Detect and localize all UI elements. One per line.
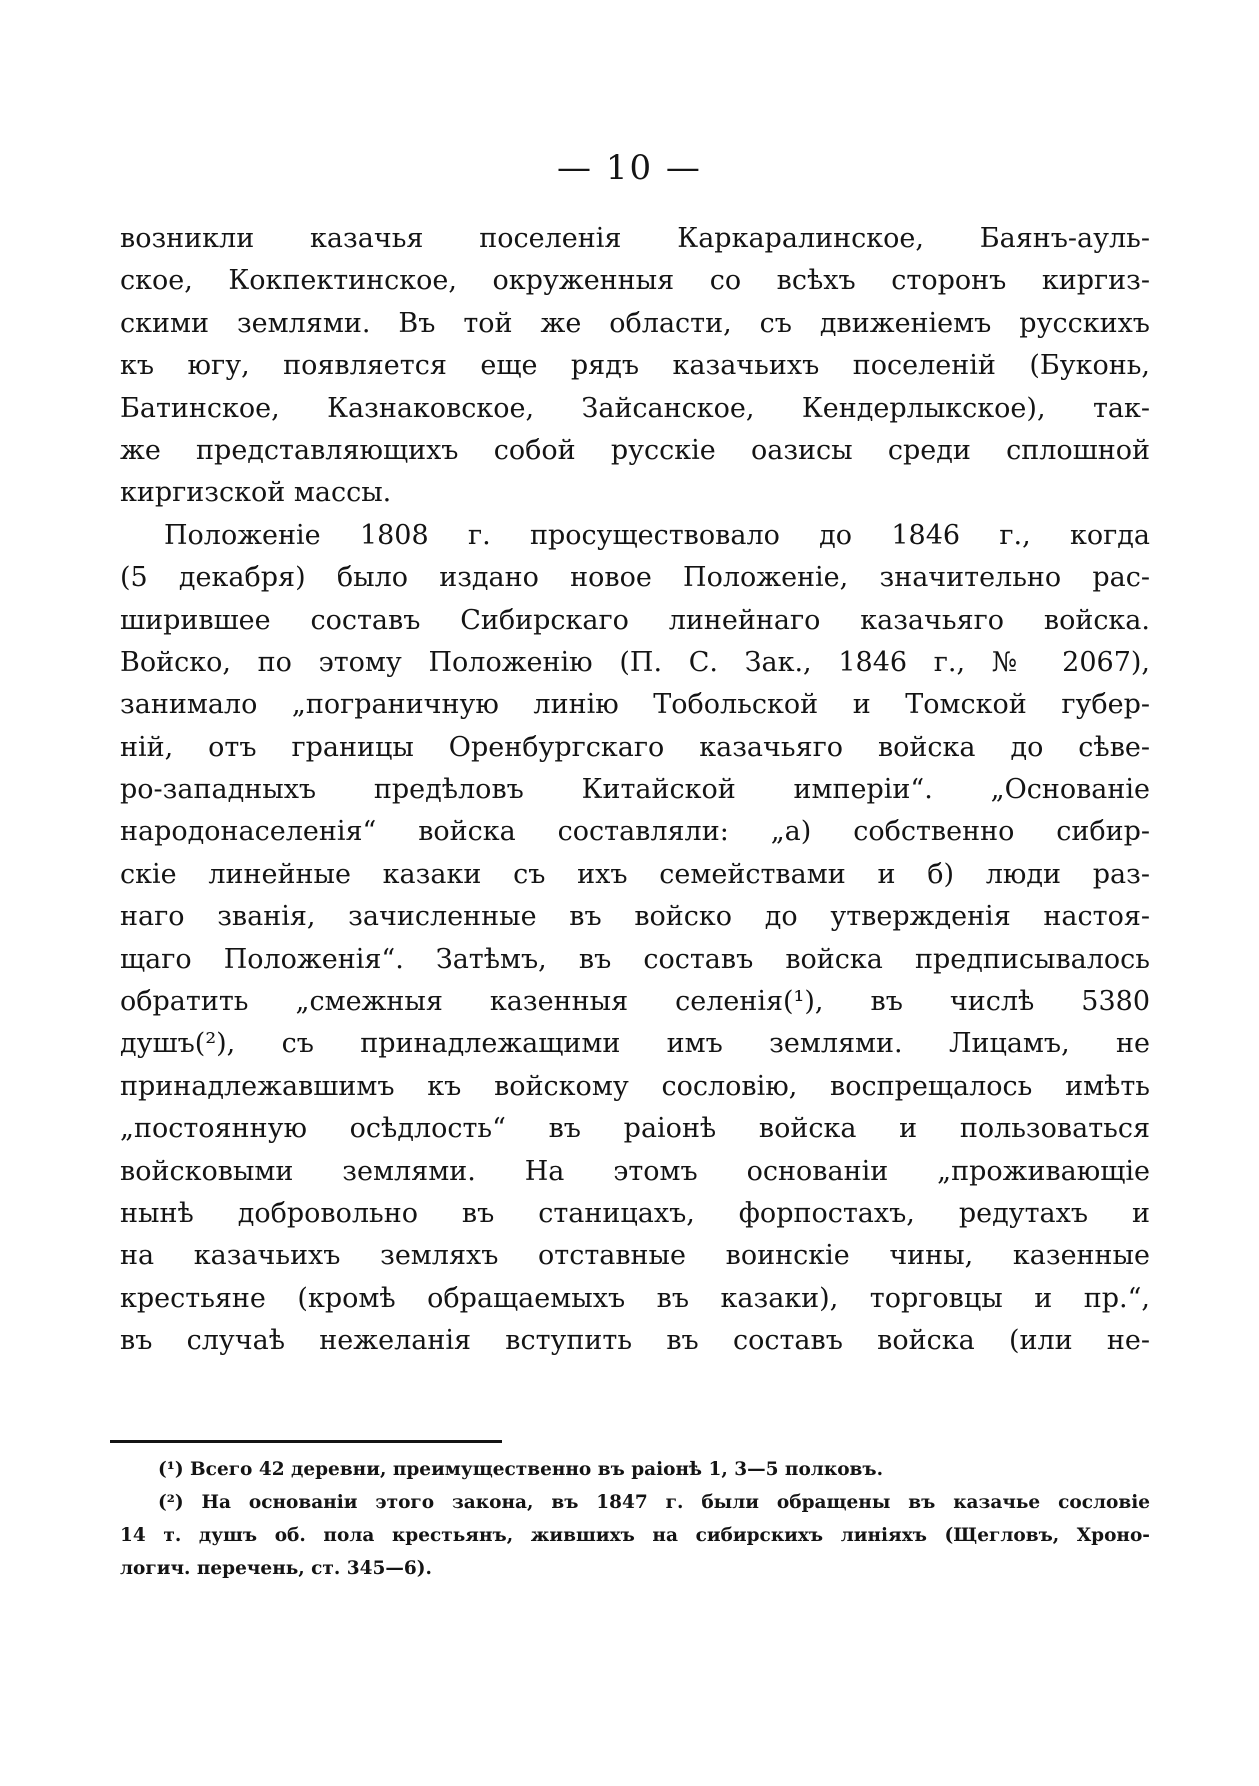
text-line: Положеніе 1808 г. просуществовало до 1846 г., когда (164, 519, 1150, 551)
text-line: ширившее составъ Сибирскаго линейнаго казачьяго войска. (120, 604, 1150, 636)
text-line: на казачьихъ земляхъ отставные воинскіе чины, казенные (120, 1240, 1150, 1272)
text-line: (5 декабря) было издано новое Положеніе, значительно рас- (120, 562, 1150, 594)
text-line: щаго Положенія“. Затѣмъ, въ составъ войска предписывалось (120, 943, 1150, 975)
text-line: скими землями. Въ той же области, съ движеніемъ русскихъ (120, 307, 1150, 339)
footnote-2-line: 14 т. душъ об. пола крестьянъ, жившихъ на сибирскихъ линіяхъ (Щегловъ, Хроно- (120, 1525, 1150, 1546)
text-line: возникли казачья поселенія Каркаралинское, Баянъ-ауль- (120, 223, 1150, 254)
text-line: войсковыми землями. На этомъ основаніи „проживающіе (120, 1155, 1150, 1187)
text-line: крестьяне (кромѣ обращаемыхъ въ казаки), торговцы и пр.“, (120, 1282, 1150, 1314)
paragraph-1 (120, 218, 1150, 515)
text-line: нынѣ добровольно въ станицахъ, форпостахъ, редутахъ и (120, 1197, 1150, 1229)
page-number: — 10 — (557, 148, 702, 188)
footnote-divider (110, 1440, 502, 1443)
body-text (120, 218, 1150, 1363)
paragraph-2 (120, 515, 1150, 1363)
text-line: народонаселенія“ войска составляли: „а) собственно сибир- (120, 816, 1150, 848)
text-line: ній, отъ границы Оренбургскаго казачьяго войска до сѣве- (120, 731, 1150, 763)
text-line: къ югу, появляется еще рядъ казачьихъ поселеній (Буконь, (120, 350, 1150, 382)
text-line: наго званія, зачисленные въ войско до утвержденія настоя- (120, 901, 1150, 933)
text-line: скіе линейные казаки съ ихъ семействами и б) люди раз- (120, 858, 1150, 890)
text-line: ро-западныхъ предѣловъ Китайской имперіи“. „Основаніе (120, 774, 1150, 806)
text-line: обратить „смежныя казенныя селенія(¹), въ числѣ 5380 (120, 986, 1150, 1018)
text-line: душъ(²), съ принадлежащими имъ землями. Лицамъ, не (120, 1028, 1150, 1060)
text-line: киргизской массы. (120, 477, 392, 509)
footnote-2-line: (²) На основаніи этого закона, въ 1847 г. были обращены въ казачье сословіе (158, 1492, 1150, 1513)
text-line: Войско, по этому Положенію (П. С. Зак., 1846 г., № 2067), (120, 646, 1150, 678)
text-line: Батинское, Казнаковское, Зайсанское, Кендерлыкское), так- (120, 392, 1150, 424)
footnotes (120, 1453, 1150, 1585)
text-line: въ случаѣ нежеланія вступить въ составъ войска (или не- (120, 1325, 1150, 1357)
footnote-1: (¹) Всего 42 деревни, преимущественно въ раіонѣ 1, 3—5 полковъ. (158, 1459, 884, 1480)
text-line: ское, Кокпектинское, окруженныя со всѣхъ сторонъ киргиз- (120, 265, 1150, 297)
text-line: же представляющихъ собой русскіе оазисы среди сплошной (120, 434, 1150, 466)
text-line: занимало „пограничную линію Тобольской и Томской губер- (120, 689, 1150, 721)
footnote-2-line: логич. перечень, ст. 345—6). (120, 1558, 432, 1579)
text-line: „постоянную осѣдлость“ въ раіонѣ войска и пользоваться (120, 1113, 1150, 1145)
text-line: принадлежавшимъ къ войскому сословію, воспрещалось имѣть (120, 1070, 1150, 1102)
